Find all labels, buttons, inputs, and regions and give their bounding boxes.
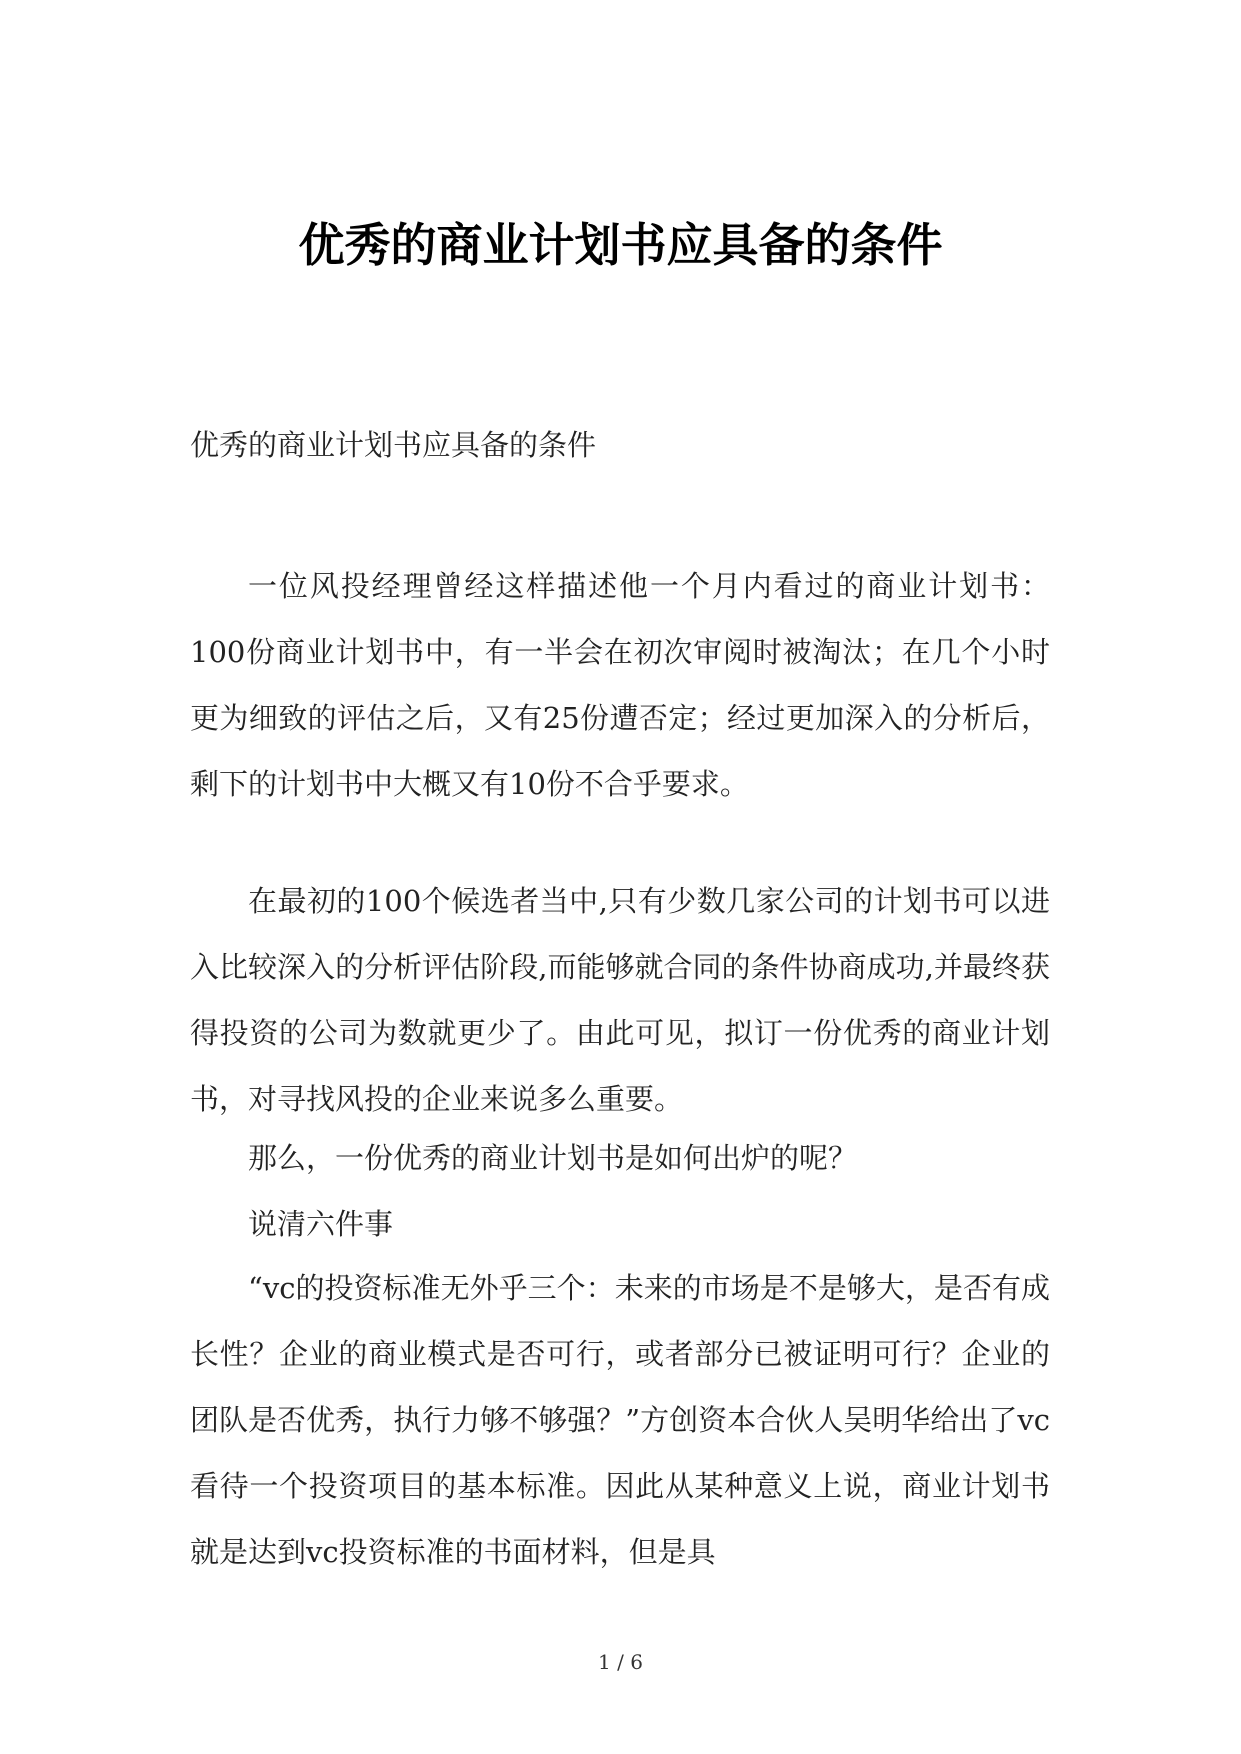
paragraph-2: 在最初的100个候选者当中,只有少数几家公司的计划书可以进入比较深入的分析评估阶段,而能够就合同的条件协商成功,并最终获得投资的公司为数就更少了。由此可见，拟订一份优秀的商业计划书，对寻找风投的企业来说多么重要。 bbox=[190, 884, 1050, 1116]
paragraph-5: “vc的投资标准无外乎三个：未来的市场是不是够大，是否有成长性？企业的商业模式是否可行，或者部分已被证明可行？企业的团队是否优秀，执行力够不够强？”方创资本合伙人吴明华给出了vc看待一个投资项目的基本标准。因此从某种意义上说，商业计划书就是达到vc投资标准的书面材料，但是具 bbox=[190, 1271, 1050, 1569]
paragraph-3: 那么，一份优秀的商业计划书是如何出炉的呢？ bbox=[248, 1141, 858, 1175]
page-number: 1 / 6 bbox=[598, 1650, 643, 1674]
document-title: 优秀的商业计划书应具备的条件 bbox=[298, 218, 943, 272]
paragraph-1: 一位风投经理曾经这样描述他一个月内看过的商业计划书：100份商业计划书中，有一半会在初次审阅时被淘汰；在几个小时更为细致的评估之后，又有25份遭否定；经过更加深入的分析后，剩下的计划书中大概又有10份不合乎要求。 bbox=[190, 569, 1050, 801]
document-subtitle: 优秀的商业计划书应具备的条件 bbox=[190, 428, 597, 462]
section-heading: 说清六件事 bbox=[248, 1207, 394, 1241]
